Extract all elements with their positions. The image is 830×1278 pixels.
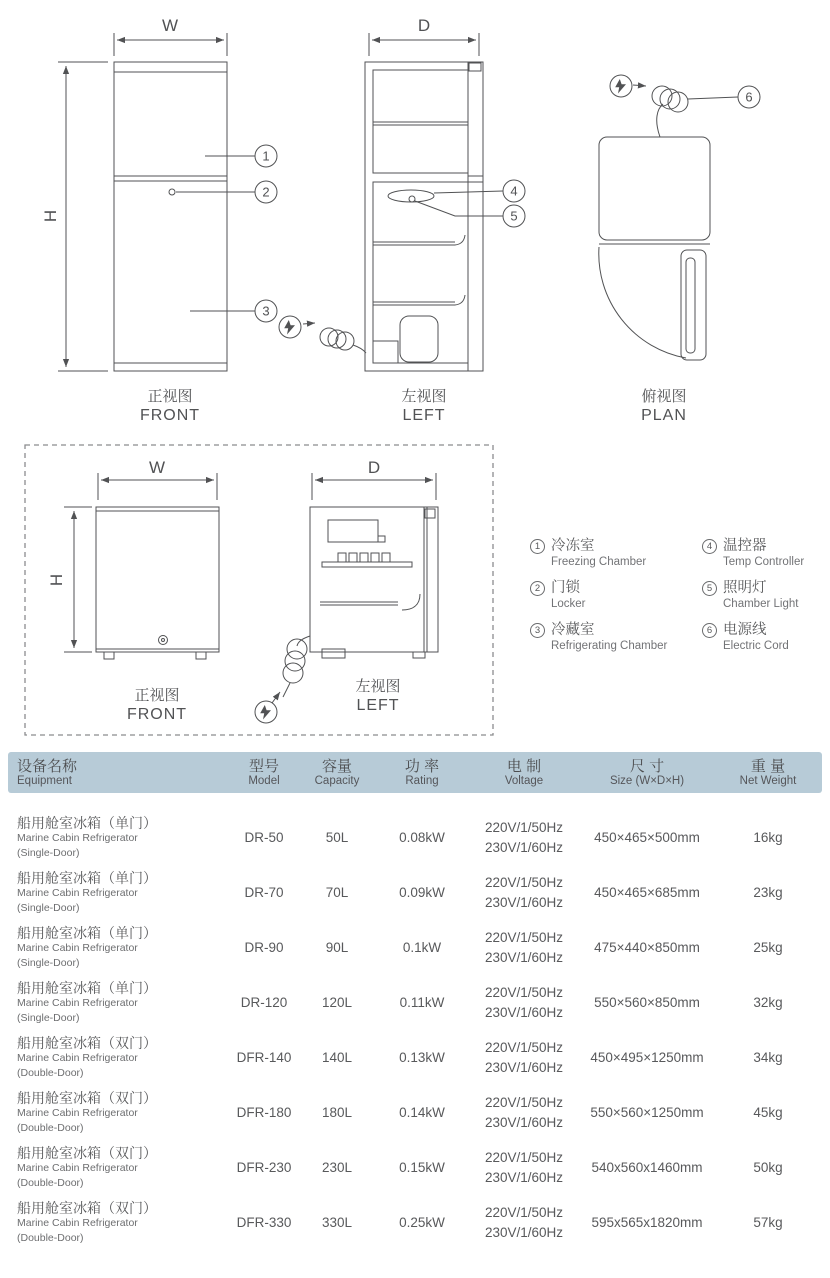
equipment-name-en: Marine Cabin Refrigerator: [17, 996, 138, 1009]
dim-w-label: W: [161, 16, 179, 35]
voltage-line-1: 220V/1/50Hz: [484, 929, 564, 945]
legend-en: Temp Controller: [723, 556, 805, 568]
weight-cell: 32kg: [753, 995, 783, 1010]
equipment-name-cn: 船用舱室冰箱（单门）: [17, 869, 157, 886]
equipment-cell: [8, 815, 230, 861]
voltage-line-1: 220V/1/50Hz: [484, 1094, 564, 1110]
legend-cn: 冷冻室: [551, 538, 595, 554]
legend-item-locker: [530, 579, 702, 612]
power-cord-coil-bottom: [272, 636, 310, 703]
equipment-name-en: Marine Cabin Refrigerator: [17, 1216, 138, 1229]
voltage-line-1: 220V/1/50Hz: [484, 819, 564, 835]
voltage-cell: [468, 818, 580, 858]
callout-6: 6: [745, 89, 753, 105]
voltage-line-2: 230V/1/60Hz: [484, 949, 564, 965]
voltage-line-2: 230V/1/60Hz: [484, 1059, 564, 1075]
header-weight: 重 量 Net Weight: [739, 757, 797, 787]
voltage-cell: [468, 1148, 580, 1188]
rating-cell: 0.09kW: [399, 885, 445, 900]
legend-number-6: 6: [702, 623, 717, 638]
capacity-cell: 120L: [321, 995, 353, 1010]
legend-en: Chamber Light: [723, 598, 799, 610]
legend-cn: 冷藏室: [551, 622, 595, 638]
model-cell: DR-70: [244, 885, 284, 900]
capacity-cell: 140L: [321, 1050, 353, 1065]
weight-cell: 34kg: [753, 1050, 783, 1065]
voltage-line-2: 230V/1/60Hz: [484, 1114, 564, 1130]
equipment-name-cn: 船用舱室冰箱（单门）: [17, 814, 157, 831]
voltage-cell: [468, 873, 580, 913]
weight-cell: 45kg: [753, 1105, 783, 1120]
size-cell: 475×440×850mm: [594, 940, 700, 955]
size-cell: 550×560×850mm: [594, 995, 700, 1010]
legend-number-4: 4: [702, 539, 717, 554]
voltage-line-2: 230V/1/60Hz: [484, 894, 564, 910]
legend-number-3: 3: [530, 623, 545, 638]
rating-cell: 0.15kW: [399, 1160, 445, 1175]
power-cord-coil: [303, 323, 366, 353]
legend-cn: 照明灯: [723, 580, 767, 596]
legend-item-freezing-chamber: [530, 537, 702, 570]
voltage-line-2: 230V/1/60Hz: [484, 839, 564, 855]
size-cell: 450×465×685mm: [594, 885, 700, 900]
model-cell: DR-120: [240, 995, 288, 1010]
equipment-name-en: Marine Cabin Refrigerator: [17, 1051, 138, 1064]
voltage-cell: [468, 1038, 580, 1078]
front-view-caption-cn: 正视图: [147, 388, 193, 405]
rating-cell: 0.13kW: [399, 1050, 445, 1065]
voltage-cell: [468, 928, 580, 968]
legend-number-2: 2: [530, 581, 545, 596]
dim-d-label: D: [417, 16, 431, 35]
size-cell: 450×495×1250mm: [590, 1050, 704, 1065]
front-view-double-door: [58, 33, 227, 371]
capacity-cell: 50L: [325, 830, 349, 845]
plan-view: [599, 85, 760, 360]
table-row: [8, 975, 822, 1030]
header-rating: 功 率 Rating: [404, 757, 440, 787]
equipment-door-type: (Double-Door): [17, 1121, 84, 1134]
table-row: [8, 1195, 822, 1250]
left-view-double-door: [365, 33, 483, 371]
left-view-caption-cn: 左视图: [401, 388, 447, 405]
table-row: [8, 1030, 822, 1085]
model-cell: DFR-140: [236, 1050, 292, 1065]
equipment-cell: [8, 980, 230, 1026]
equipment-cell: [8, 925, 230, 971]
left-view-single-door: [310, 473, 438, 658]
technical-drawing-top: [0, 0, 830, 435]
callout-3: 3: [262, 303, 270, 319]
legend-item-chamber-light: [702, 579, 830, 612]
table-row: [8, 810, 822, 865]
table-header: [8, 752, 822, 793]
dim-d-label-bottom: D: [367, 458, 381, 477]
rating-cell: 0.08kW: [399, 830, 445, 845]
dim-h-label-bottom: H: [47, 573, 66, 587]
callout-4: 4: [510, 183, 518, 199]
power-plug-icon: [279, 316, 301, 338]
front-view-caption-en: FRONT: [139, 407, 201, 424]
left-view-caption-en-bottom: LEFT: [356, 697, 400, 714]
power-plug-icon-plan: [610, 75, 632, 97]
legend-cn: 门锁: [551, 580, 580, 596]
weight-cell: 16kg: [753, 830, 783, 845]
callout-2: 2: [262, 184, 270, 200]
equipment-cell: [8, 1035, 230, 1081]
equipment-door-type: (Double-Door): [17, 1066, 84, 1079]
front-view-caption-en-bottom: FRONT: [126, 706, 188, 723]
equipment-name-cn: 船用舱室冰箱（双门）: [17, 1034, 157, 1051]
equipment-name-cn: 船用舱室冰箱（双门）: [17, 1144, 157, 1161]
legend-en: Freezing Chamber: [551, 556, 647, 568]
capacity-cell: 90L: [325, 940, 349, 955]
table-body: [8, 810, 822, 1250]
size-cell: 550×560×1250mm: [590, 1105, 704, 1120]
spec-table: [8, 752, 822, 1250]
table-row: [8, 1140, 822, 1195]
legend-item-refrigerating-chamber: [530, 621, 702, 654]
legend-number-1: 1: [530, 539, 545, 554]
rating-cell: 0.1kW: [402, 940, 442, 955]
equipment-name-cn: 船用舱室冰箱（双门）: [17, 1199, 157, 1216]
equipment-name-en: Marine Cabin Refrigerator: [17, 1161, 138, 1174]
voltage-line-2: 230V/1/60Hz: [484, 1169, 564, 1185]
parts-legend: [530, 537, 830, 663]
voltage-line-1: 220V/1/50Hz: [484, 1204, 564, 1220]
legend-number-5: 5: [702, 581, 717, 596]
header-capacity: 容量 Capacity: [314, 757, 360, 787]
equipment-name-en: Marine Cabin Refrigerator: [17, 941, 138, 954]
voltage-line-1: 220V/1/50Hz: [484, 1039, 564, 1055]
plan-view-caption-cn: 俯视图: [641, 388, 687, 405]
voltage-line-2: 230V/1/60Hz: [484, 1224, 564, 1240]
weight-cell: 50kg: [753, 1160, 783, 1175]
voltage-line-1: 220V/1/50Hz: [484, 1149, 564, 1165]
table-row: [8, 865, 822, 920]
equipment-door-type: (Single-Door): [17, 901, 80, 914]
equipment-name-en: Marine Cabin Refrigerator: [17, 831, 138, 844]
equipment-name-cn: 船用舱室冰箱（单门）: [17, 979, 157, 996]
legend-item-temp-controller: [702, 537, 830, 570]
rating-cell: 0.14kW: [399, 1105, 445, 1120]
voltage-line-2: 230V/1/60Hz: [484, 1004, 564, 1020]
legend-en: Electric Cord: [723, 640, 789, 652]
front-view-single-door: [64, 473, 219, 659]
left-view-caption-en: LEFT: [402, 407, 446, 424]
legend-en: Locker: [551, 598, 586, 610]
equipment-name-en: Marine Cabin Refrigerator: [17, 886, 138, 899]
legend-en: Refrigerating Chamber: [551, 640, 668, 652]
header-size: 尺 寸 Size (W×D×H): [609, 757, 685, 787]
equipment-cell: [8, 1145, 230, 1191]
table-row: [8, 920, 822, 975]
model-cell: DFR-180: [236, 1105, 292, 1120]
legend-item-electric-cord: [702, 621, 830, 654]
model-cell: DR-50: [244, 830, 284, 845]
legend-cn: 温控器: [723, 538, 767, 554]
equipment-door-type: (Double-Door): [17, 1231, 84, 1244]
size-cell: 595x565x1820mm: [591, 1215, 703, 1230]
technical-drawing-middle: [0, 440, 520, 740]
weight-cell: 25kg: [753, 940, 783, 955]
equipment-cell: [8, 870, 230, 916]
equipment-door-type: (Single-Door): [17, 956, 80, 969]
header-model: 型号 Model: [248, 757, 280, 787]
capacity-cell: 70L: [325, 885, 349, 900]
header-voltage: 电 制 Voltage: [504, 757, 544, 787]
voltage-line-1: 220V/1/50Hz: [484, 874, 564, 890]
dim-h-label: H: [41, 209, 60, 223]
rating-cell: 0.25kW: [399, 1215, 445, 1230]
table-row: [8, 1085, 822, 1140]
equipment-door-type: (Single-Door): [17, 1011, 80, 1024]
equipment-name-en: Marine Cabin Refrigerator: [17, 1106, 138, 1119]
legend-cn: 电源线: [723, 622, 767, 638]
equipment-door-type: (Double-Door): [17, 1176, 84, 1189]
callout-leaders-45: [415, 180, 525, 227]
left-view-caption-cn-bottom: 左视图: [355, 678, 401, 695]
power-plug-icon-bottom: [255, 701, 277, 723]
model-cell: DFR-330: [236, 1215, 292, 1230]
equipment-cell: [8, 1090, 230, 1136]
model-cell: DFR-230: [236, 1160, 292, 1175]
voltage-cell: [468, 983, 580, 1023]
capacity-cell: 180L: [321, 1105, 353, 1120]
voltage-line-1: 220V/1/50Hz: [484, 984, 564, 1000]
dim-w-label-bottom: W: [148, 458, 166, 477]
equipment-cell: [8, 1200, 230, 1246]
rating-cell: 0.11kW: [399, 995, 445, 1010]
capacity-cell: 230L: [321, 1160, 353, 1175]
callout-1: 1: [262, 148, 270, 164]
equipment-door-type: (Single-Door): [17, 846, 80, 859]
equipment-name-cn: 船用舱室冰箱（单门）: [17, 924, 157, 941]
model-cell: DR-90: [244, 940, 284, 955]
front-view-caption-cn-bottom: 正视图: [134, 687, 180, 704]
size-cell: 450×465×500mm: [594, 830, 700, 845]
voltage-cell: [468, 1093, 580, 1133]
capacity-cell: 330L: [321, 1215, 353, 1230]
dashed-border: [25, 445, 493, 735]
weight-cell: 23kg: [753, 885, 783, 900]
equipment-name-cn: 船用舱室冰箱（双门）: [17, 1089, 157, 1106]
plan-view-caption-en: PLAN: [641, 407, 687, 424]
voltage-cell: [468, 1203, 580, 1243]
size-cell: 540x560x1460mm: [591, 1160, 703, 1175]
header-equipment: 设备名称 Equipment: [17, 757, 78, 787]
callout-5: 5: [510, 208, 518, 224]
weight-cell: 57kg: [753, 1215, 783, 1230]
